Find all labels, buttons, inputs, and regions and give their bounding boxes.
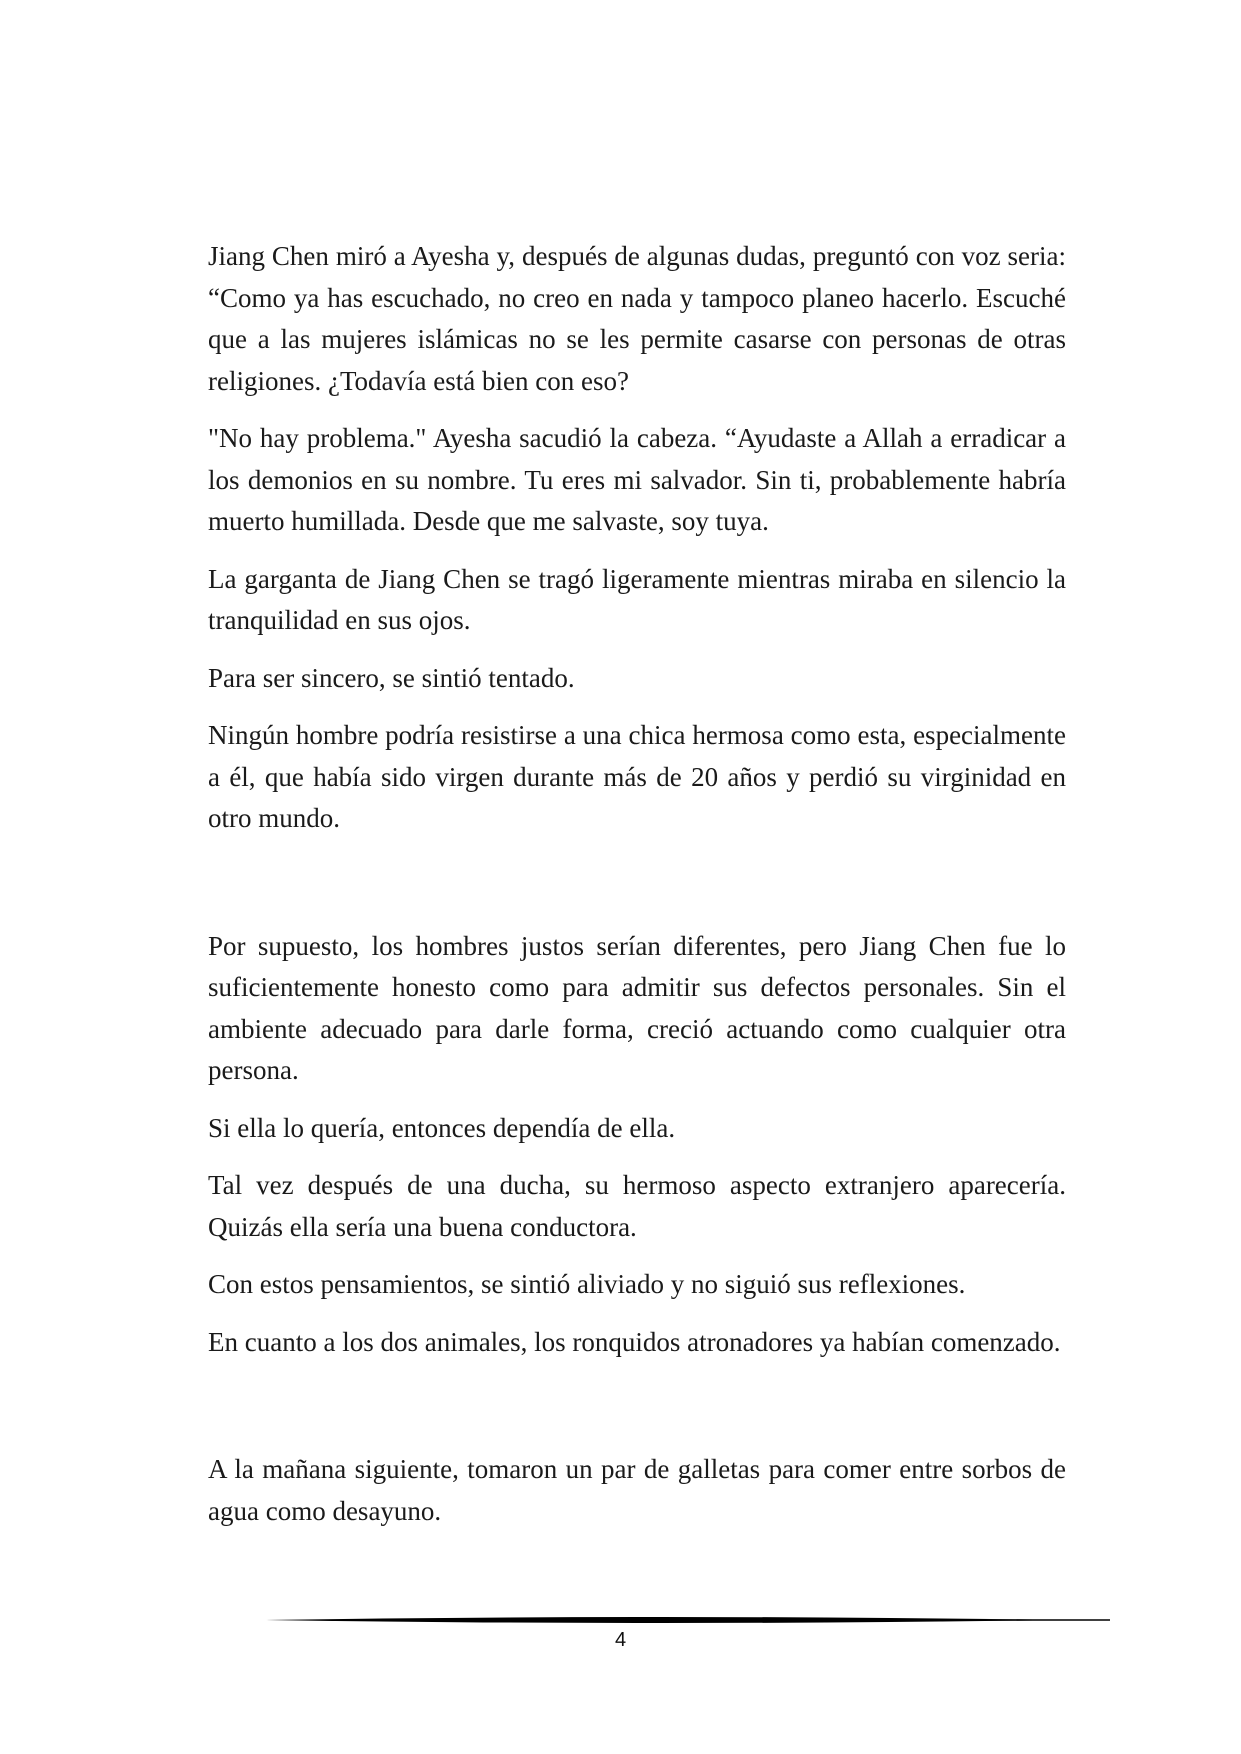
section-1 — [208, 236, 1066, 840]
paragraph: "No hay problema." Ayesha sacudió la cabeza. “Ayudaste a Allah a erradicar a los demonios en su nombre. Tu eres mi salvador. Sin ti, probablemente habría muerto humillada. Desde que me salvaste, soy tuya. — [208, 423, 1066, 536]
paragraph: Para ser sincero, se sintió tentado. — [208, 662, 575, 693]
section-break — [208, 1379, 1066, 1449]
paragraph: Con estos pensamientos, se sintió aliviado y no siguió sus reflexiones. — [208, 1269, 966, 1299]
paragraph: Por supuesto, los hombres justos serían diferentes, pero Jiang Chen fue lo suficientemente honesto como para admitir sus defectos personales. Sin el ambiente adecuado para darle forma, creció actuando como cualquier otra persona. — [208, 930, 1066, 1085]
section-break — [208, 856, 1066, 926]
paragraph: En cuanto a los dos animales, los ronquidos atronadores ya habían comenzado. — [208, 1326, 1061, 1357]
footer-rule — [206, 1613, 1110, 1627]
paragraph: Tal vez después de una ducha, su hermoso aspecto extranjero aparecería. Quizás ella sería una buena conductora. — [208, 1170, 1066, 1242]
paragraph: Jiang Chen miró a Ayesha y, después de algunas dudas, preguntó con voz seria: “Como ya has escuchado, no creo en nada y tampoco planeo hacerlo. Escuché que a las mujeres islámicas no se les permite casarse con personas de otras religiones. ¿Todavía está bien con eso? — [208, 241, 1066, 396]
paragraph: Ningún hombre podría resistirse a una chica hermosa como esta, especialmente a él, que había sido virgen durante más de 20 años y perdió su virginidad en otro mundo. — [208, 720, 1066, 833]
paragraph: A la mañana siguiente, tomaron un par de galletas para comer entre sorbos de agua como desayuno. — [208, 1454, 1066, 1526]
page-body — [208, 236, 1066, 1548]
paragraph: La garganta de Jiang Chen se tragó ligeramente mientras miraba en silencio la tranquilidad en sus ojos. — [208, 563, 1066, 635]
section-2 — [208, 926, 1066, 1364]
page-number: 4 — [614, 1629, 627, 1651]
paragraph: Si ella lo quería, entonces dependía de ella. — [208, 1112, 676, 1143]
section-3 — [208, 1449, 1066, 1532]
